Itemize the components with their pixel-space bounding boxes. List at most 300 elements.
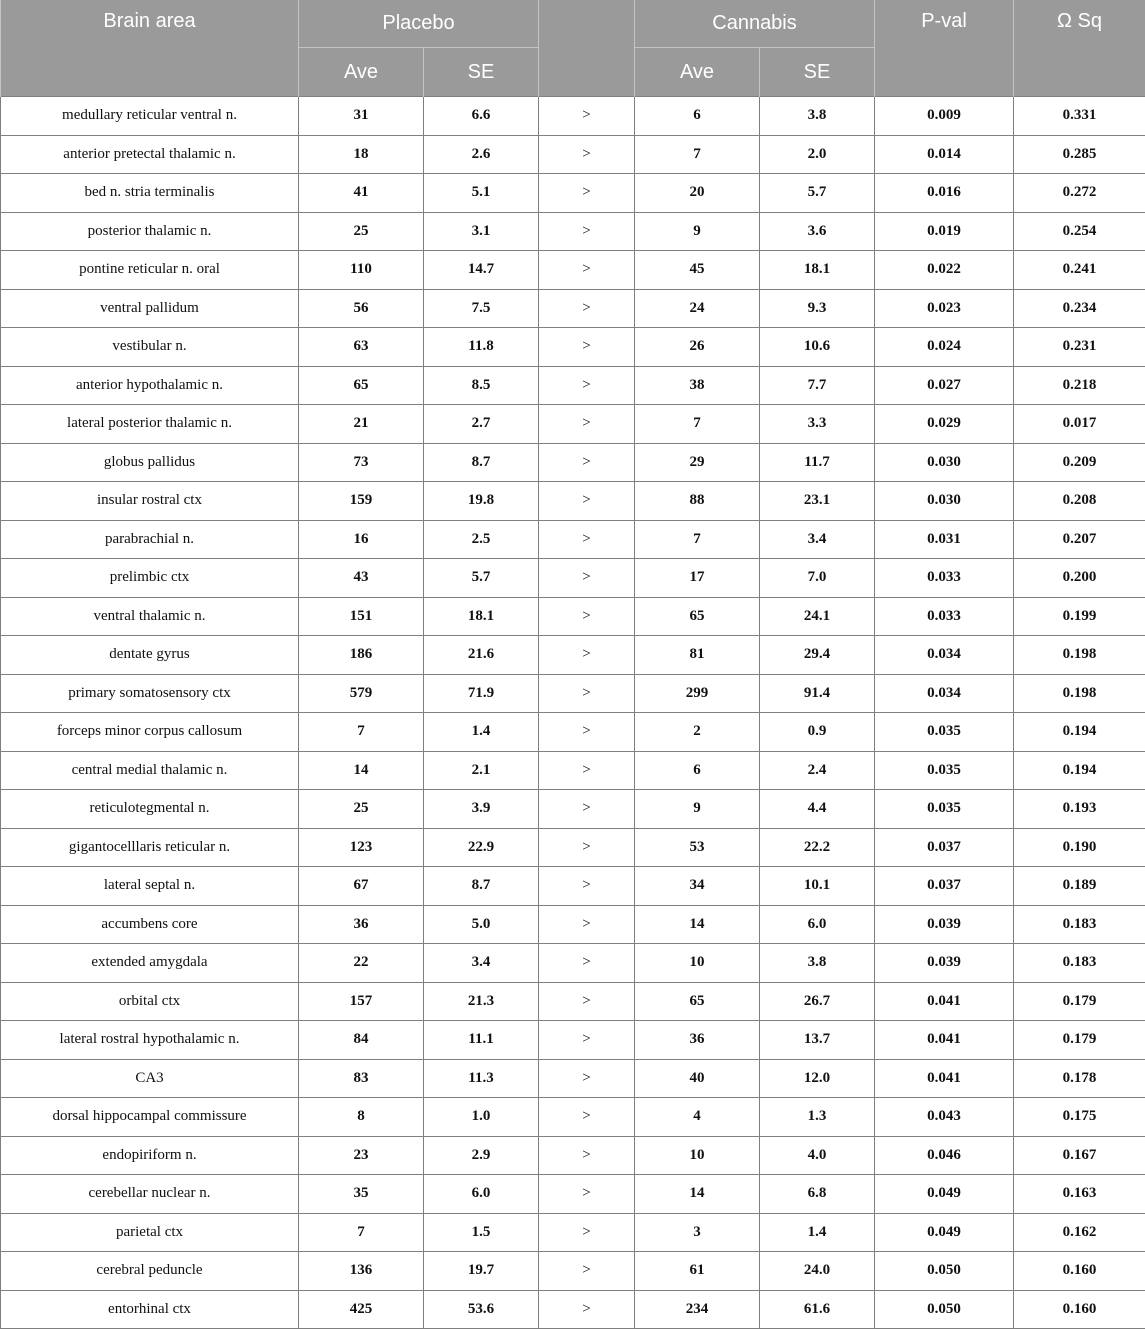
cell-placebo-se: 8.7 bbox=[424, 867, 539, 906]
cell-comparison: > bbox=[539, 1290, 635, 1329]
cell-placebo-se: 5.0 bbox=[424, 905, 539, 944]
cell-placebo-ave: 63 bbox=[299, 328, 424, 367]
table-row bbox=[1, 289, 1145, 328]
cell-cannabis-ave: 7 bbox=[635, 135, 760, 174]
cell-omega-sq: 0.200 bbox=[1014, 559, 1145, 598]
header-cannabis-se: SE bbox=[760, 48, 875, 97]
cell-placebo-se: 6.6 bbox=[424, 97, 539, 136]
table-row bbox=[1, 1021, 1145, 1060]
table-row bbox=[1, 982, 1145, 1021]
cell-p-val: 0.037 bbox=[875, 867, 1014, 906]
cell-p-val: 0.049 bbox=[875, 1175, 1014, 1214]
cell-omega-sq: 0.198 bbox=[1014, 674, 1145, 713]
header-p-val: P-val bbox=[875, 0, 1014, 97]
cell-placebo-ave: 425 bbox=[299, 1290, 424, 1329]
cell-placebo-se: 8.5 bbox=[424, 366, 539, 405]
header-comparison bbox=[539, 0, 635, 97]
cell-omega-sq: 0.198 bbox=[1014, 636, 1145, 675]
cell-p-val: 0.039 bbox=[875, 905, 1014, 944]
cell-comparison: > bbox=[539, 482, 635, 521]
cell-placebo-se: 19.7 bbox=[424, 1252, 539, 1291]
cell-comparison: > bbox=[539, 1136, 635, 1175]
cell-omega-sq: 0.218 bbox=[1014, 366, 1145, 405]
cell-omega-sq: 0.194 bbox=[1014, 751, 1145, 790]
cell-omega-sq: 0.194 bbox=[1014, 713, 1145, 752]
cell-placebo-se: 2.7 bbox=[424, 405, 539, 444]
cell-placebo-se: 1.0 bbox=[424, 1098, 539, 1137]
cell-placebo-ave: 7 bbox=[299, 1213, 424, 1252]
cell-brain-area: forceps minor corpus callosum bbox=[1, 713, 299, 752]
cell-cannabis-se: 6.8 bbox=[760, 1175, 875, 1214]
cell-placebo-ave: 7 bbox=[299, 713, 424, 752]
table-header bbox=[1, 0, 1145, 97]
cell-p-val: 0.033 bbox=[875, 597, 1014, 636]
cell-p-val: 0.034 bbox=[875, 636, 1014, 675]
cell-cannabis-ave: 88 bbox=[635, 482, 760, 521]
cell-brain-area: lateral posterior thalamic n. bbox=[1, 405, 299, 444]
cell-placebo-se: 2.1 bbox=[424, 751, 539, 790]
cell-placebo-se: 7.5 bbox=[424, 289, 539, 328]
cell-cannabis-se: 4.0 bbox=[760, 1136, 875, 1175]
cell-brain-area: extended amygdala bbox=[1, 944, 299, 983]
cell-placebo-ave: 84 bbox=[299, 1021, 424, 1060]
cell-brain-area: lateral septal n. bbox=[1, 867, 299, 906]
cell-brain-area: globus pallidus bbox=[1, 443, 299, 482]
cell-omega-sq: 0.183 bbox=[1014, 944, 1145, 983]
cell-comparison: > bbox=[539, 289, 635, 328]
cell-brain-area: orbital ctx bbox=[1, 982, 299, 1021]
cell-omega-sq: 0.160 bbox=[1014, 1290, 1145, 1329]
cell-cannabis-ave: 40 bbox=[635, 1059, 760, 1098]
cell-comparison: > bbox=[539, 1252, 635, 1291]
cell-comparison: > bbox=[539, 790, 635, 829]
table-row bbox=[1, 251, 1145, 290]
table-row bbox=[1, 328, 1145, 367]
cell-placebo-se: 2.9 bbox=[424, 1136, 539, 1175]
cell-cannabis-se: 6.0 bbox=[760, 905, 875, 944]
table-row bbox=[1, 828, 1145, 867]
cell-placebo-ave: 110 bbox=[299, 251, 424, 290]
table-row bbox=[1, 751, 1145, 790]
header-cannabis: Cannabis bbox=[635, 0, 875, 48]
cell-omega-sq: 0.254 bbox=[1014, 212, 1145, 251]
table-row bbox=[1, 520, 1145, 559]
cell-placebo-se: 5.7 bbox=[424, 559, 539, 598]
cell-cannabis-ave: 45 bbox=[635, 251, 760, 290]
table-row bbox=[1, 405, 1145, 444]
cell-placebo-ave: 579 bbox=[299, 674, 424, 713]
cell-brain-area: posterior thalamic n. bbox=[1, 212, 299, 251]
cell-placebo-ave: 31 bbox=[299, 97, 424, 136]
cell-placebo-ave: 186 bbox=[299, 636, 424, 675]
cell-comparison: > bbox=[539, 97, 635, 136]
cell-comparison: > bbox=[539, 251, 635, 290]
cell-cannabis-ave: 234 bbox=[635, 1290, 760, 1329]
cell-placebo-ave: 151 bbox=[299, 597, 424, 636]
cell-p-val: 0.037 bbox=[875, 828, 1014, 867]
cell-cannabis-ave: 26 bbox=[635, 328, 760, 367]
table-row bbox=[1, 597, 1145, 636]
cell-p-val: 0.022 bbox=[875, 251, 1014, 290]
table-row bbox=[1, 1290, 1145, 1329]
cell-cannabis-se: 2.0 bbox=[760, 135, 875, 174]
cell-cannabis-ave: 2 bbox=[635, 713, 760, 752]
cell-comparison: > bbox=[539, 1175, 635, 1214]
cell-cannabis-ave: 7 bbox=[635, 520, 760, 559]
cell-omega-sq: 0.272 bbox=[1014, 174, 1145, 213]
cell-comparison: > bbox=[539, 828, 635, 867]
cell-cannabis-ave: 6 bbox=[635, 97, 760, 136]
cell-placebo-se: 8.7 bbox=[424, 443, 539, 482]
cell-brain-area: anterior hypothalamic n. bbox=[1, 366, 299, 405]
cell-cannabis-se: 0.9 bbox=[760, 713, 875, 752]
cell-placebo-se: 21.3 bbox=[424, 982, 539, 1021]
cell-p-val: 0.035 bbox=[875, 751, 1014, 790]
cell-placebo-se: 21.6 bbox=[424, 636, 539, 675]
cell-cannabis-ave: 299 bbox=[635, 674, 760, 713]
cell-p-val: 0.023 bbox=[875, 289, 1014, 328]
cell-placebo-ave: 18 bbox=[299, 135, 424, 174]
cell-omega-sq: 0.163 bbox=[1014, 1175, 1145, 1214]
table-row bbox=[1, 97, 1145, 136]
cell-placebo-ave: 159 bbox=[299, 482, 424, 521]
cell-brain-area: vestibular n. bbox=[1, 328, 299, 367]
cell-cannabis-se: 3.3 bbox=[760, 405, 875, 444]
cell-cannabis-ave: 10 bbox=[635, 944, 760, 983]
cell-cannabis-ave: 38 bbox=[635, 366, 760, 405]
cell-placebo-ave: 73 bbox=[299, 443, 424, 482]
cell-placebo-ave: 83 bbox=[299, 1059, 424, 1098]
cell-p-val: 0.034 bbox=[875, 674, 1014, 713]
cell-placebo-ave: 43 bbox=[299, 559, 424, 598]
table-row bbox=[1, 944, 1145, 983]
cell-p-val: 0.031 bbox=[875, 520, 1014, 559]
cell-omega-sq: 0.189 bbox=[1014, 867, 1145, 906]
cell-cannabis-se: 3.6 bbox=[760, 212, 875, 251]
cell-comparison: > bbox=[539, 1021, 635, 1060]
cell-cannabis-ave: 6 bbox=[635, 751, 760, 790]
cell-placebo-se: 3.1 bbox=[424, 212, 539, 251]
table-row bbox=[1, 636, 1145, 675]
table-row bbox=[1, 1175, 1145, 1214]
cell-placebo-se: 11.1 bbox=[424, 1021, 539, 1060]
cell-placebo-se: 6.0 bbox=[424, 1175, 539, 1214]
cell-brain-area: gigantocelllaris reticular n. bbox=[1, 828, 299, 867]
table-row bbox=[1, 1252, 1145, 1291]
cell-comparison: > bbox=[539, 636, 635, 675]
cell-p-val: 0.027 bbox=[875, 366, 1014, 405]
cell-cannabis-se: 2.4 bbox=[760, 751, 875, 790]
cell-brain-area: primary somatosensory ctx bbox=[1, 674, 299, 713]
cell-omega-sq: 0.207 bbox=[1014, 520, 1145, 559]
cell-placebo-se: 19.8 bbox=[424, 482, 539, 521]
cell-cannabis-ave: 81 bbox=[635, 636, 760, 675]
cell-placebo-ave: 67 bbox=[299, 867, 424, 906]
cell-cannabis-se: 3.8 bbox=[760, 97, 875, 136]
cell-brain-area: dorsal hippocampal commissure bbox=[1, 1098, 299, 1137]
cell-brain-area: entorhinal ctx bbox=[1, 1290, 299, 1329]
cell-cannabis-se: 22.2 bbox=[760, 828, 875, 867]
cell-p-val: 0.033 bbox=[875, 559, 1014, 598]
cell-p-val: 0.014 bbox=[875, 135, 1014, 174]
cell-cannabis-ave: 65 bbox=[635, 982, 760, 1021]
table-row bbox=[1, 905, 1145, 944]
cell-placebo-se: 22.9 bbox=[424, 828, 539, 867]
cell-cannabis-se: 29.4 bbox=[760, 636, 875, 675]
cell-comparison: > bbox=[539, 212, 635, 251]
cell-p-val: 0.030 bbox=[875, 443, 1014, 482]
cell-cannabis-se: 61.6 bbox=[760, 1290, 875, 1329]
cell-cannabis-se: 3.4 bbox=[760, 520, 875, 559]
cell-p-val: 0.043 bbox=[875, 1098, 1014, 1137]
cell-cannabis-se: 24.0 bbox=[760, 1252, 875, 1291]
cell-brain-area: bed n. stria terminalis bbox=[1, 174, 299, 213]
cell-comparison: > bbox=[539, 674, 635, 713]
cell-placebo-ave: 36 bbox=[299, 905, 424, 944]
cell-placebo-se: 2.5 bbox=[424, 520, 539, 559]
cell-placebo-se: 71.9 bbox=[424, 674, 539, 713]
cell-placebo-ave: 56 bbox=[299, 289, 424, 328]
cell-cannabis-ave: 24 bbox=[635, 289, 760, 328]
table-row bbox=[1, 482, 1145, 521]
cell-placebo-se: 18.1 bbox=[424, 597, 539, 636]
cell-cannabis-se: 91.4 bbox=[760, 674, 875, 713]
cell-comparison: > bbox=[539, 597, 635, 636]
cell-omega-sq: 0.234 bbox=[1014, 289, 1145, 328]
cell-omega-sq: 0.175 bbox=[1014, 1098, 1145, 1137]
cell-placebo-ave: 8 bbox=[299, 1098, 424, 1137]
cell-placebo-ave: 22 bbox=[299, 944, 424, 983]
cell-brain-area: CA3 bbox=[1, 1059, 299, 1098]
cell-comparison: > bbox=[539, 328, 635, 367]
cell-comparison: > bbox=[539, 982, 635, 1021]
table-row bbox=[1, 1059, 1145, 1098]
table-row bbox=[1, 1136, 1145, 1175]
cell-cannabis-ave: 14 bbox=[635, 1175, 760, 1214]
cell-cannabis-ave: 4 bbox=[635, 1098, 760, 1137]
cell-p-val: 0.029 bbox=[875, 405, 1014, 444]
cell-p-val: 0.024 bbox=[875, 328, 1014, 367]
cell-placebo-se: 3.4 bbox=[424, 944, 539, 983]
cell-omega-sq: 0.190 bbox=[1014, 828, 1145, 867]
cell-placebo-se: 1.5 bbox=[424, 1213, 539, 1252]
cell-p-val: 0.050 bbox=[875, 1290, 1014, 1329]
table-row bbox=[1, 174, 1145, 213]
table-row bbox=[1, 212, 1145, 251]
table-body bbox=[1, 97, 1145, 1329]
cell-brain-area: cerebral peduncle bbox=[1, 1252, 299, 1291]
cell-placebo-se: 53.6 bbox=[424, 1290, 539, 1329]
cell-cannabis-se: 10.6 bbox=[760, 328, 875, 367]
cell-omega-sq: 0.017 bbox=[1014, 405, 1145, 444]
table-row bbox=[1, 559, 1145, 598]
table-row bbox=[1, 1098, 1145, 1137]
cell-comparison: > bbox=[539, 944, 635, 983]
cell-comparison: > bbox=[539, 1059, 635, 1098]
cell-p-val: 0.035 bbox=[875, 713, 1014, 752]
cell-comparison: > bbox=[539, 443, 635, 482]
cell-placebo-se: 14.7 bbox=[424, 251, 539, 290]
cell-cannabis-se: 11.7 bbox=[760, 443, 875, 482]
cell-comparison: > bbox=[539, 135, 635, 174]
cell-cannabis-ave: 20 bbox=[635, 174, 760, 213]
cell-omega-sq: 0.178 bbox=[1014, 1059, 1145, 1098]
cell-brain-area: reticulotegmental n. bbox=[1, 790, 299, 829]
cell-omega-sq: 0.208 bbox=[1014, 482, 1145, 521]
cell-p-val: 0.041 bbox=[875, 1021, 1014, 1060]
cell-p-val: 0.009 bbox=[875, 97, 1014, 136]
cell-placebo-ave: 23 bbox=[299, 1136, 424, 1175]
cell-placebo-ave: 41 bbox=[299, 174, 424, 213]
cell-cannabis-se: 9.3 bbox=[760, 289, 875, 328]
header-placebo-ave: Ave bbox=[299, 48, 424, 97]
cell-brain-area: parabrachial n. bbox=[1, 520, 299, 559]
cell-p-val: 0.039 bbox=[875, 944, 1014, 983]
cell-cannabis-ave: 9 bbox=[635, 790, 760, 829]
cell-comparison: > bbox=[539, 867, 635, 906]
cell-cannabis-ave: 3 bbox=[635, 1213, 760, 1252]
cell-cannabis-ave: 65 bbox=[635, 597, 760, 636]
cell-cannabis-se: 12.0 bbox=[760, 1059, 875, 1098]
cell-placebo-ave: 123 bbox=[299, 828, 424, 867]
cell-placebo-se: 5.1 bbox=[424, 174, 539, 213]
table-row bbox=[1, 443, 1145, 482]
cell-placebo-ave: 157 bbox=[299, 982, 424, 1021]
cell-omega-sq: 0.179 bbox=[1014, 1021, 1145, 1060]
cell-p-val: 0.049 bbox=[875, 1213, 1014, 1252]
cell-comparison: > bbox=[539, 905, 635, 944]
cell-cannabis-se: 7.0 bbox=[760, 559, 875, 598]
cell-comparison: > bbox=[539, 405, 635, 444]
cell-cannabis-ave: 29 bbox=[635, 443, 760, 482]
cell-brain-area: accumbens core bbox=[1, 905, 299, 944]
cell-placebo-ave: 21 bbox=[299, 405, 424, 444]
cell-brain-area: ventral pallidum bbox=[1, 289, 299, 328]
cell-cannabis-ave: 61 bbox=[635, 1252, 760, 1291]
cell-omega-sq: 0.193 bbox=[1014, 790, 1145, 829]
cell-cannabis-se: 1.3 bbox=[760, 1098, 875, 1137]
cell-comparison: > bbox=[539, 366, 635, 405]
table-row bbox=[1, 713, 1145, 752]
cell-omega-sq: 0.241 bbox=[1014, 251, 1145, 290]
cell-brain-area: endopiriform n. bbox=[1, 1136, 299, 1175]
cell-brain-area: dentate gyrus bbox=[1, 636, 299, 675]
cell-placebo-se: 11.3 bbox=[424, 1059, 539, 1098]
cell-cannabis-se: 18.1 bbox=[760, 251, 875, 290]
cell-placebo-ave: 136 bbox=[299, 1252, 424, 1291]
cell-brain-area: prelimbic ctx bbox=[1, 559, 299, 598]
cell-cannabis-ave: 10 bbox=[635, 1136, 760, 1175]
cell-placebo-ave: 65 bbox=[299, 366, 424, 405]
cell-p-val: 0.019 bbox=[875, 212, 1014, 251]
cell-p-val: 0.046 bbox=[875, 1136, 1014, 1175]
header-placebo-se: SE bbox=[424, 48, 539, 97]
cell-comparison: > bbox=[539, 174, 635, 213]
cell-brain-area: cerebellar nuclear n. bbox=[1, 1175, 299, 1214]
cell-brain-area: anterior pretectal thalamic n. bbox=[1, 135, 299, 174]
cell-cannabis-se: 3.8 bbox=[760, 944, 875, 983]
cell-omega-sq: 0.231 bbox=[1014, 328, 1145, 367]
cell-cannabis-ave: 7 bbox=[635, 405, 760, 444]
header-cannabis-ave: Ave bbox=[635, 48, 760, 97]
cell-omega-sq: 0.160 bbox=[1014, 1252, 1145, 1291]
cell-cannabis-ave: 9 bbox=[635, 212, 760, 251]
cell-comparison: > bbox=[539, 520, 635, 559]
header-placebo: Placebo bbox=[299, 0, 539, 48]
cell-cannabis-se: 26.7 bbox=[760, 982, 875, 1021]
cell-p-val: 0.041 bbox=[875, 1059, 1014, 1098]
cell-placebo-ave: 35 bbox=[299, 1175, 424, 1214]
cell-cannabis-ave: 34 bbox=[635, 867, 760, 906]
cell-comparison: > bbox=[539, 713, 635, 752]
cell-cannabis-se: 7.7 bbox=[760, 366, 875, 405]
cell-comparison: > bbox=[539, 1213, 635, 1252]
header-omega-sq: Ω Sq bbox=[1014, 0, 1145, 97]
cell-p-val: 0.016 bbox=[875, 174, 1014, 213]
cell-p-val: 0.035 bbox=[875, 790, 1014, 829]
cell-p-val: 0.030 bbox=[875, 482, 1014, 521]
cell-omega-sq: 0.167 bbox=[1014, 1136, 1145, 1175]
table-row bbox=[1, 674, 1145, 713]
cell-placebo-se: 11.8 bbox=[424, 328, 539, 367]
cell-omega-sq: 0.162 bbox=[1014, 1213, 1145, 1252]
cell-omega-sq: 0.179 bbox=[1014, 982, 1145, 1021]
cell-placebo-ave: 25 bbox=[299, 790, 424, 829]
cell-comparison: > bbox=[539, 1098, 635, 1137]
cell-cannabis-se: 24.1 bbox=[760, 597, 875, 636]
cell-placebo-ave: 25 bbox=[299, 212, 424, 251]
cell-brain-area: lateral rostral hypothalamic n. bbox=[1, 1021, 299, 1060]
cell-cannabis-se: 10.1 bbox=[760, 867, 875, 906]
cell-cannabis-se: 13.7 bbox=[760, 1021, 875, 1060]
cell-brain-area: parietal ctx bbox=[1, 1213, 299, 1252]
cell-cannabis-ave: 36 bbox=[635, 1021, 760, 1060]
table-row bbox=[1, 135, 1145, 174]
cell-cannabis-se: 1.4 bbox=[760, 1213, 875, 1252]
cell-omega-sq: 0.285 bbox=[1014, 135, 1145, 174]
cell-cannabis-se: 5.7 bbox=[760, 174, 875, 213]
table-row bbox=[1, 790, 1145, 829]
cell-placebo-ave: 16 bbox=[299, 520, 424, 559]
cell-omega-sq: 0.199 bbox=[1014, 597, 1145, 636]
cell-cannabis-se: 4.4 bbox=[760, 790, 875, 829]
cell-p-val: 0.050 bbox=[875, 1252, 1014, 1291]
cell-placebo-se: 1.4 bbox=[424, 713, 539, 752]
cell-brain-area: insular rostral ctx bbox=[1, 482, 299, 521]
cell-omega-sq: 0.209 bbox=[1014, 443, 1145, 482]
cell-placebo-se: 2.6 bbox=[424, 135, 539, 174]
cell-cannabis-ave: 17 bbox=[635, 559, 760, 598]
table-row bbox=[1, 1213, 1145, 1252]
cell-omega-sq: 0.331 bbox=[1014, 97, 1145, 136]
cell-cannabis-se: 23.1 bbox=[760, 482, 875, 521]
cell-omega-sq: 0.183 bbox=[1014, 905, 1145, 944]
cell-placebo-ave: 14 bbox=[299, 751, 424, 790]
cell-placebo-se: 3.9 bbox=[424, 790, 539, 829]
cell-cannabis-ave: 53 bbox=[635, 828, 760, 867]
header-brain-area: Brain area bbox=[1, 0, 299, 97]
cell-p-val: 0.041 bbox=[875, 982, 1014, 1021]
table-row bbox=[1, 867, 1145, 906]
cell-brain-area: central medial thalamic n. bbox=[1, 751, 299, 790]
cell-brain-area: pontine reticular n. oral bbox=[1, 251, 299, 290]
cell-cannabis-ave: 14 bbox=[635, 905, 760, 944]
table-row bbox=[1, 366, 1145, 405]
cell-comparison: > bbox=[539, 559, 635, 598]
cell-comparison: > bbox=[539, 751, 635, 790]
cell-brain-area: medullary reticular ventral n. bbox=[1, 97, 299, 136]
cell-brain-area: ventral thalamic n. bbox=[1, 597, 299, 636]
